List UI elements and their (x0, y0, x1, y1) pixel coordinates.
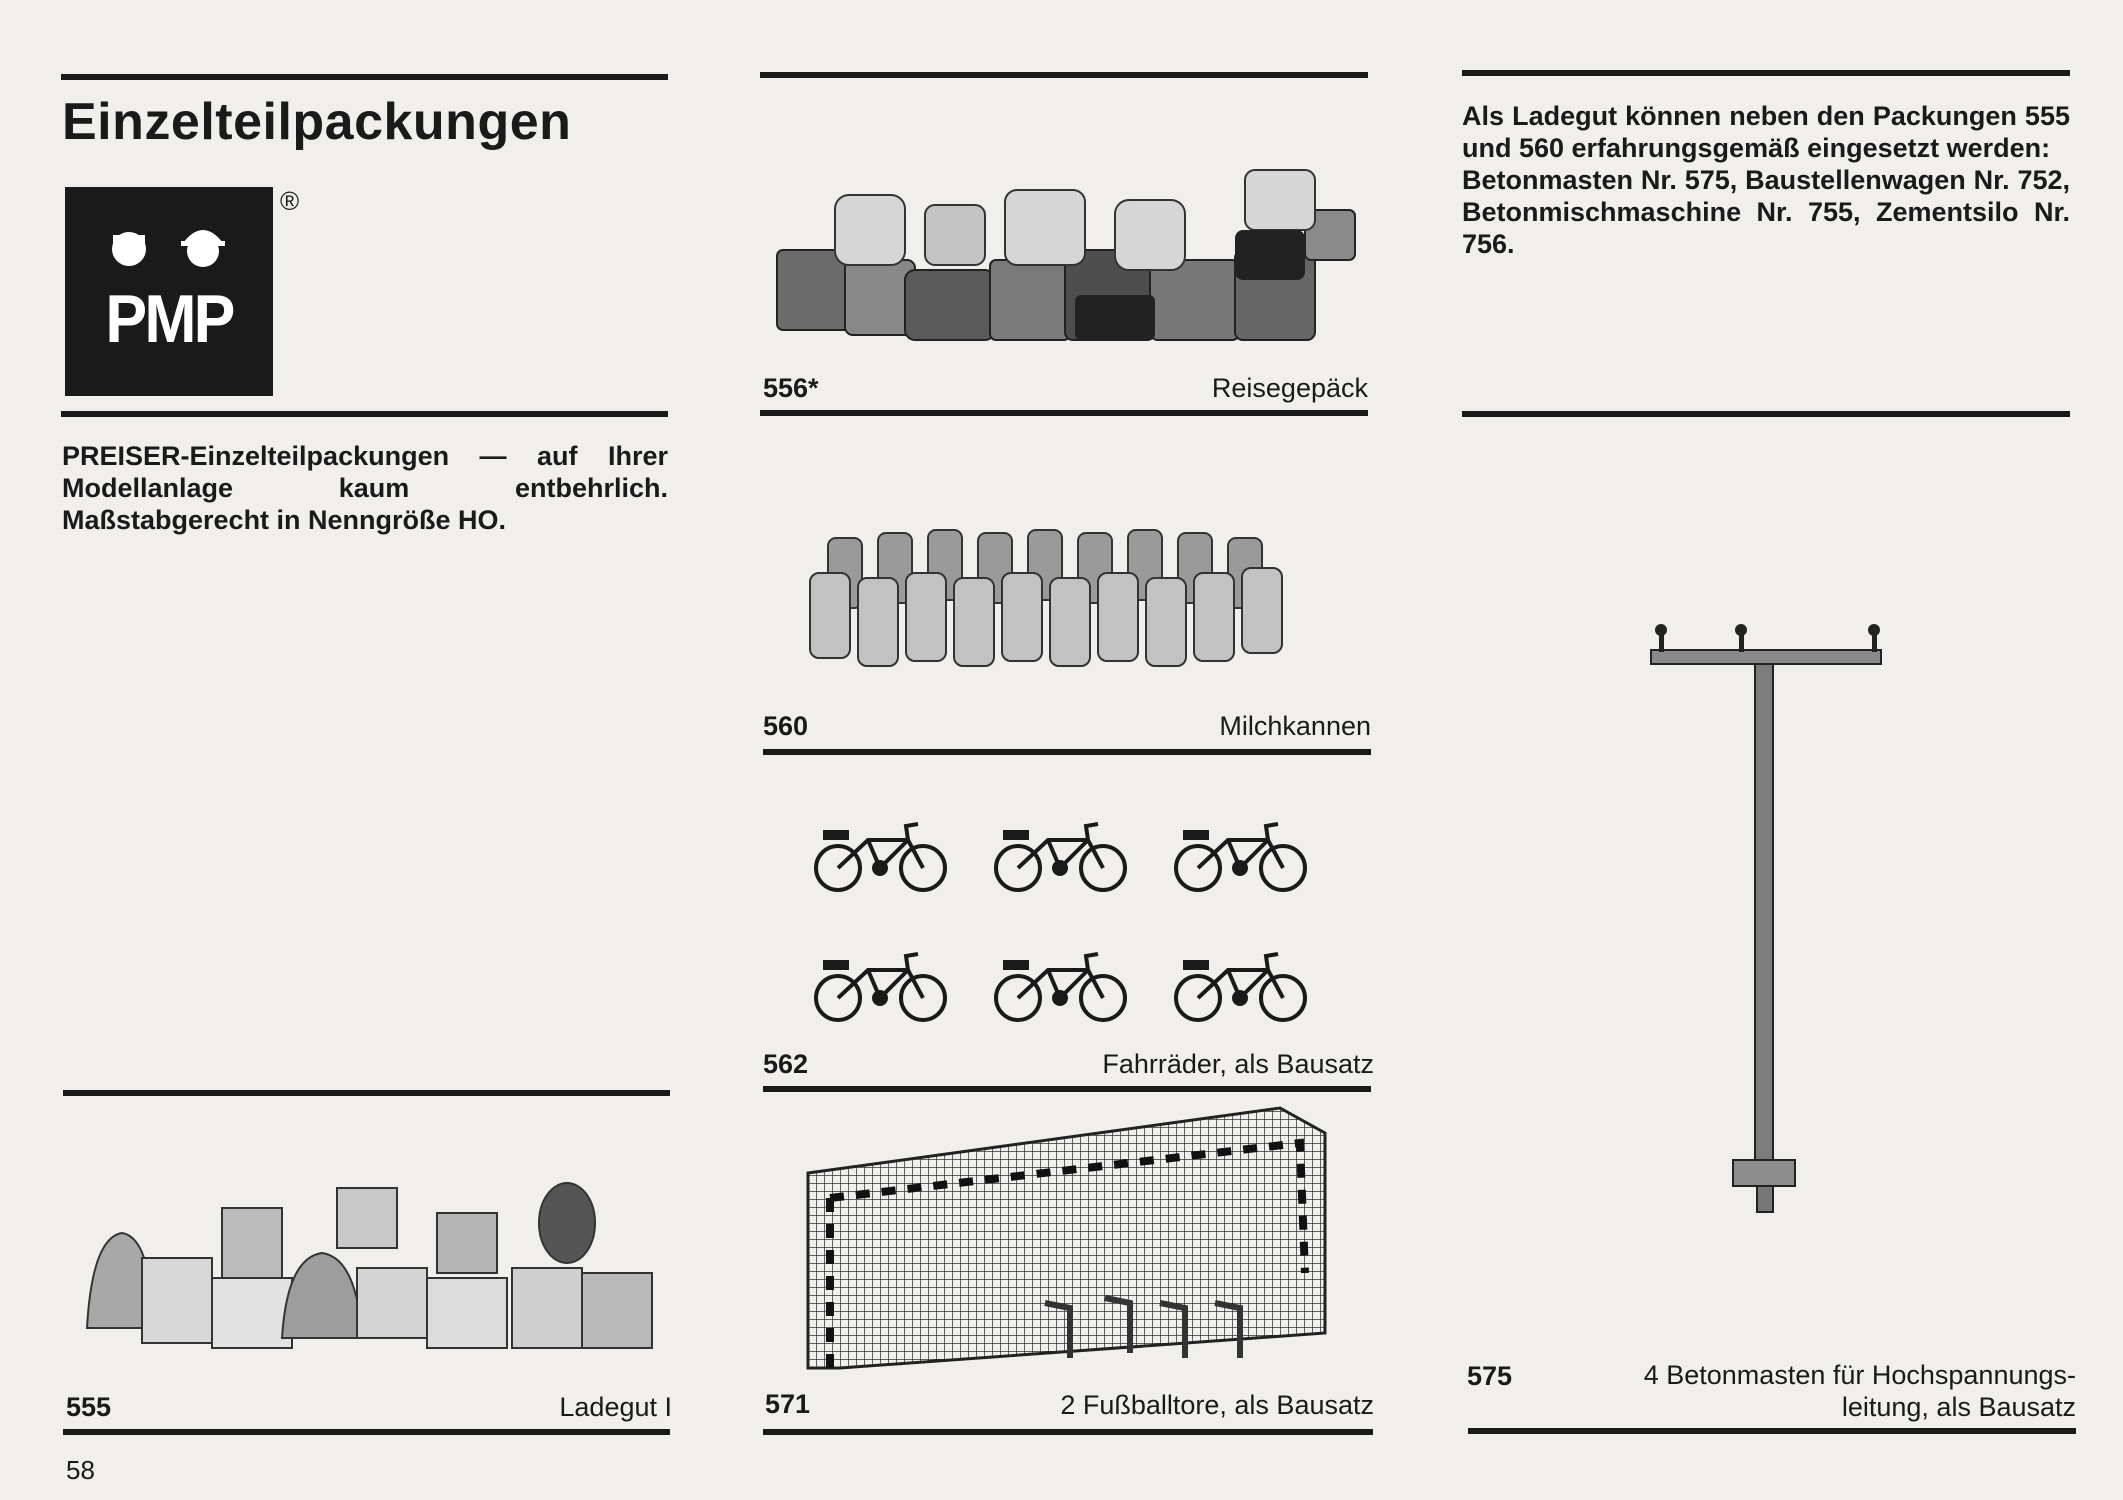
product-number: 562 (763, 1049, 809, 1079)
rule (61, 74, 668, 80)
caption-line-1: 4 Betonmasten für Hochspannungs- (1643, 1360, 2076, 1390)
soccer-goal-icon (800, 1103, 1330, 1373)
cargo-crates-icon (82, 1178, 657, 1358)
rule (760, 410, 1368, 416)
rule (763, 1429, 1373, 1435)
product-caption: Ladegut I (559, 1392, 672, 1422)
product-caption: 2 Fußballtore, als Bausatz (1060, 1390, 1374, 1420)
product-number: 555 (66, 1392, 112, 1422)
product-caption: Milchkannen (1219, 711, 1371, 741)
rule (763, 1086, 1371, 1092)
rule (61, 411, 668, 417)
registered-mark: ® (280, 186, 300, 216)
note-line-2: Betonmasten Nr. 575, Baustellenwagen Nr. 752, Betonmischmaschine Nr. 755, Zementsilo Nr. 756. (1462, 165, 2070, 259)
rule (63, 1429, 670, 1435)
rule (1462, 70, 2070, 76)
note-line-1: Als Ladegut können neben den Packungen 555 und 560 erfahrungsgemäß eingesetzt werden: (1462, 101, 2070, 163)
pmp-logo (65, 187, 273, 396)
bicycles-icon (808, 808, 1328, 1028)
product-caption: Fahrräder, als Bausatz (1102, 1049, 1374, 1079)
product-number: 575 (1467, 1361, 1513, 1391)
product-number: 571 (765, 1389, 811, 1419)
caption-line-2: leitung, als Bausatz (1841, 1392, 2076, 1422)
rule (1468, 1428, 2076, 1434)
product-number: 556* (763, 373, 819, 403)
milk-cans-icon (808, 518, 1318, 673)
product-number: 560 (763, 711, 809, 741)
product-caption (1644, 1359, 2076, 1423)
note-text (1462, 100, 2070, 260)
rule (760, 72, 1368, 78)
rule (1462, 411, 2070, 417)
luggage-icon (775, 150, 1360, 350)
logo-text: PMP (105, 281, 233, 357)
page-number: 58 (66, 1455, 95, 1485)
rule (763, 749, 1371, 755)
intro-text: PREISER-Einzelteilpackungen — auf Ihrer Modellanlage kaum entbehrlich. Maßstabgerecht in Nenngröße HO. (62, 441, 668, 535)
rule (63, 1090, 670, 1096)
page-title: Einzelteilpackungen (62, 93, 572, 151)
product-caption: Reisegepäck (1211, 373, 1368, 403)
concrete-pylon-icon (1645, 620, 1885, 1250)
